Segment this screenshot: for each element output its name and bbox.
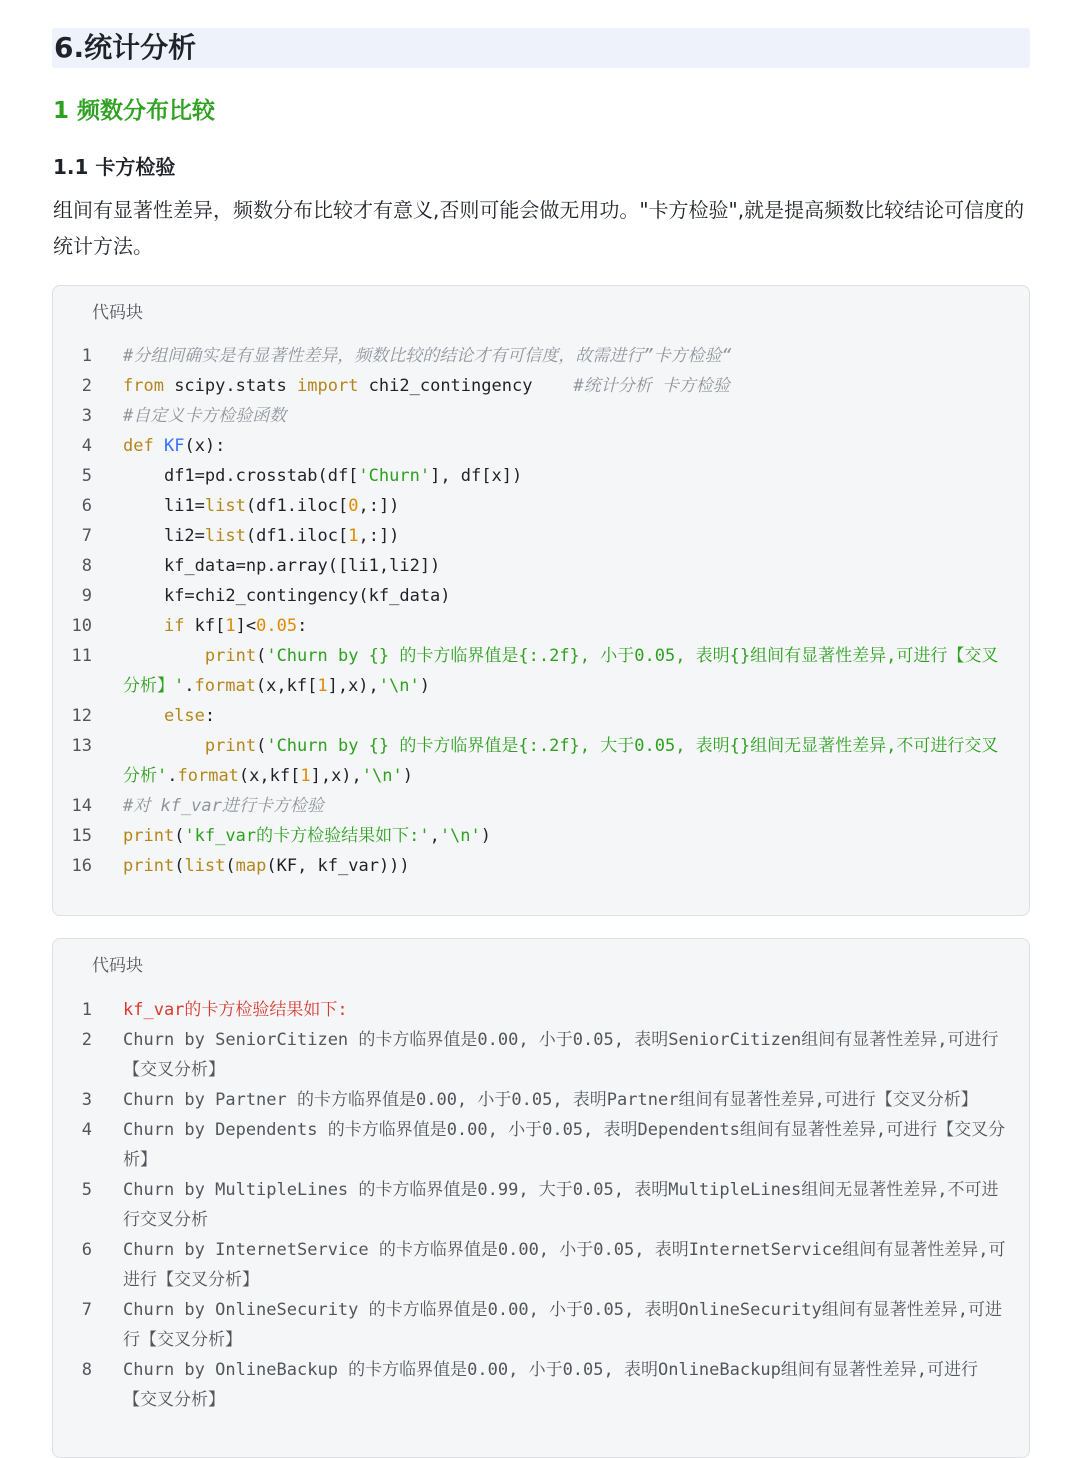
code-line (53, 791, 1029, 821)
code-text: ]< (235, 616, 257, 636)
line-number: 2 (81, 376, 92, 396)
code-number: 0 (348, 496, 359, 516)
code-keyword: from (123, 376, 164, 396)
code-text: chi2_contingency (358, 376, 574, 396)
sub-subsection-heading: 1.1 卡方检验 (53, 155, 176, 179)
code-line (53, 401, 1029, 431)
code-text: kf[ (184, 616, 226, 636)
code-line (53, 341, 1029, 371)
line-number: 12 (71, 706, 92, 726)
code-keyword: if (163, 616, 185, 636)
code-string: '\n' (361, 766, 403, 786)
output-line (53, 995, 1029, 1025)
code-block-title: 代码块 (92, 303, 143, 323)
code-builtin: list (184, 856, 226, 876)
code-line (53, 551, 1029, 581)
code-text: ) (402, 766, 413, 786)
code-line (53, 371, 1029, 401)
line-number: 7 (81, 1300, 92, 1320)
line-number: 5 (81, 1180, 92, 1200)
code-text (154, 436, 164, 456)
output-content (53, 995, 1029, 1415)
line-number: 5 (81, 466, 92, 486)
line-number: 10 (71, 616, 92, 636)
code-text: ,:]) (358, 496, 400, 516)
code-builtin: format (194, 676, 256, 696)
code-text (123, 736, 205, 756)
code-text: : (204, 706, 216, 726)
code-keyword: else (163, 706, 205, 726)
section-heading: 6.统计分析 (52, 28, 1030, 68)
code-text: kf_data=np.array([li1,li2]) (123, 556, 441, 576)
code-text: ( (174, 826, 185, 846)
code-number: 0.05 (256, 616, 298, 636)
code-block-title: 代码块 (92, 956, 143, 976)
code-text: (x): (184, 436, 226, 456)
output-line (53, 1085, 1029, 1115)
code-text: ( (256, 736, 267, 756)
code-text: ], df[x]) (430, 466, 523, 486)
line-number: 8 (81, 556, 92, 576)
code-text (123, 706, 164, 726)
code-function-name: KF (163, 436, 185, 456)
code-builtin: print (123, 826, 175, 846)
code-text: li2= (123, 526, 205, 546)
code-line (53, 731, 1029, 791)
output-text: Churn by SeniorCitizen 的卡方临界值是0.00, 小于0.05, 表明SeniorCitizen组间有显著性差异,可进行【交叉分析】 (123, 1030, 999, 1080)
code-content (53, 341, 1029, 881)
code-string: 'Churn' (358, 466, 431, 486)
code-number: 1 (300, 766, 311, 786)
output-text: Churn by Dependents 的卡方临界值是0.00, 小于0.05, 表明Dependents组间有显著性差异,可进行【交叉分析】 (123, 1120, 1006, 1170)
code-builtin: print (204, 736, 257, 756)
output-line (53, 1355, 1029, 1415)
output-text: Churn by MultipleLines 的卡方临界值是0.99, 大于0.05, 表明MultipleLines组间无显著性差异,不可进行交叉分析 (123, 1180, 999, 1230)
code-line (53, 491, 1029, 521)
code-text: scipy.stats (163, 376, 298, 396)
code-text: kf=chi2_contingency(kf_data) (123, 586, 451, 606)
line-number: 1 (81, 1000, 92, 1020)
intro-paragraph: 组间有显著性差异，频数分布比较才有意义,否则可能会做无用功。"卡方检验",就是提高频数比较结论可信度的统计方法。 (53, 198, 1025, 258)
code-text: (df1.iloc[ (245, 496, 349, 516)
line-number: 8 (81, 1360, 92, 1380)
output-line (53, 1235, 1029, 1295)
code-string: 'Churn by {} 的卡方临界值是{:.2f}, 小于0.05, 表明{}组间有显著性差异,可进行【交叉分析】' (123, 646, 999, 696)
line-number: 4 (81, 436, 92, 456)
code-text: ,:]) (358, 526, 400, 546)
code-text: li1= (123, 496, 205, 516)
code-line (53, 641, 1029, 701)
code-line (53, 851, 1029, 881)
code-text: (KF, kf_var))) (266, 856, 410, 876)
code-text: ],x), (310, 766, 362, 786)
code-line (53, 581, 1029, 611)
code-keyword: def (123, 436, 154, 456)
code-text: ( (174, 856, 185, 876)
code-block (52, 285, 1030, 916)
line-number: 3 (81, 406, 92, 426)
code-line (53, 701, 1029, 731)
code-builtin: list (204, 496, 246, 516)
line-number: 14 (71, 796, 92, 816)
line-number: 9 (81, 586, 92, 606)
code-text: , (429, 826, 440, 846)
output-text: Churn by Partner 的卡方临界值是0.00, 小于0.05, 表明Partner组间有显著性差异,可进行【交叉分析】 (123, 1090, 978, 1110)
line-number: 4 (81, 1120, 92, 1140)
code-number: 1 (225, 616, 236, 636)
subsection-heading: 1 频数分布比较 (53, 98, 216, 124)
output-text: Churn by OnlineSecurity 的卡方临界值是0.00, 小于0.05, 表明OnlineSecurity组间有显著性差异,可进行【交叉分析】 (123, 1300, 1002, 1350)
code-text: ( (225, 856, 236, 876)
code-text: (x,kf[ (238, 766, 301, 786)
line-number: 11 (71, 646, 92, 666)
code-text (123, 646, 205, 666)
code-string: 'kf_var的卡方检验结果如下:' (184, 826, 430, 846)
output-text: Churn by InternetService 的卡方临界值是0.00, 小于0.05, 表明InternetService组间有显著性差异,可进行【交叉分析】 (123, 1240, 1006, 1290)
code-keyword: import (297, 376, 359, 396)
output-text: Churn by OnlineBackup 的卡方临界值是0.00, 小于0.05, 表明OnlineBackup组间有显著性差异,可进行【交叉分析】 (123, 1360, 979, 1410)
code-text: ],x), (327, 676, 379, 696)
output-line (53, 1295, 1029, 1355)
code-text: ) (419, 676, 430, 696)
code-text: df1=pd.crosstab(df[ (123, 466, 359, 486)
code-text: (x,kf[ (255, 676, 318, 696)
code-text: ) (480, 826, 492, 846)
code-comment: #自定义卡方检验函数 (123, 406, 287, 426)
code-builtin: map (235, 856, 267, 876)
line-number: 13 (71, 736, 92, 756)
code-number: 1 (317, 676, 328, 696)
code-text: (df1.iloc[ (245, 526, 349, 546)
code-string: '\n' (378, 676, 420, 696)
output-line (53, 1025, 1029, 1085)
code-line (53, 431, 1029, 461)
code-builtin: list (204, 526, 246, 546)
line-number: 16 (71, 856, 92, 876)
line-number: 6 (81, 496, 92, 516)
line-number: 15 (71, 826, 92, 846)
code-comment: #统计分析 卡方检验 (573, 376, 730, 396)
output-text: kf_var的卡方检验结果如下: (123, 1000, 348, 1020)
line-number: 3 (81, 1090, 92, 1110)
code-text: : (297, 616, 308, 636)
output-line (53, 1115, 1029, 1175)
code-string: 'Churn by {} 的卡方临界值是{:.2f}, 大于0.05, 表明{}组间无显著性差异,不可进行交叉分析' (123, 736, 999, 786)
code-comment: #对 kf_var进行卡方检验 (123, 796, 324, 816)
code-text: . (184, 676, 195, 696)
code-number: 1 (348, 526, 359, 546)
output-line (53, 1175, 1029, 1235)
output-block (52, 938, 1030, 1458)
code-line (53, 461, 1029, 491)
code-comment: #分组间确实是有显著性差异，频数比较的结论才有可信度，故需进行”卡方检验“ (123, 346, 732, 366)
code-builtin: print (123, 856, 175, 876)
code-builtin: format (177, 766, 239, 786)
code-text (123, 616, 164, 636)
code-line (53, 821, 1029, 851)
code-text: ( (256, 646, 267, 666)
line-number: 7 (81, 526, 92, 546)
code-line (53, 611, 1029, 641)
code-string: '\n' (439, 826, 481, 846)
code-line (53, 521, 1029, 551)
code-text: . (167, 766, 178, 786)
code-builtin: print (204, 646, 257, 666)
line-number: 6 (81, 1240, 92, 1260)
line-number: 2 (81, 1030, 92, 1050)
line-number: 1 (81, 346, 92, 366)
